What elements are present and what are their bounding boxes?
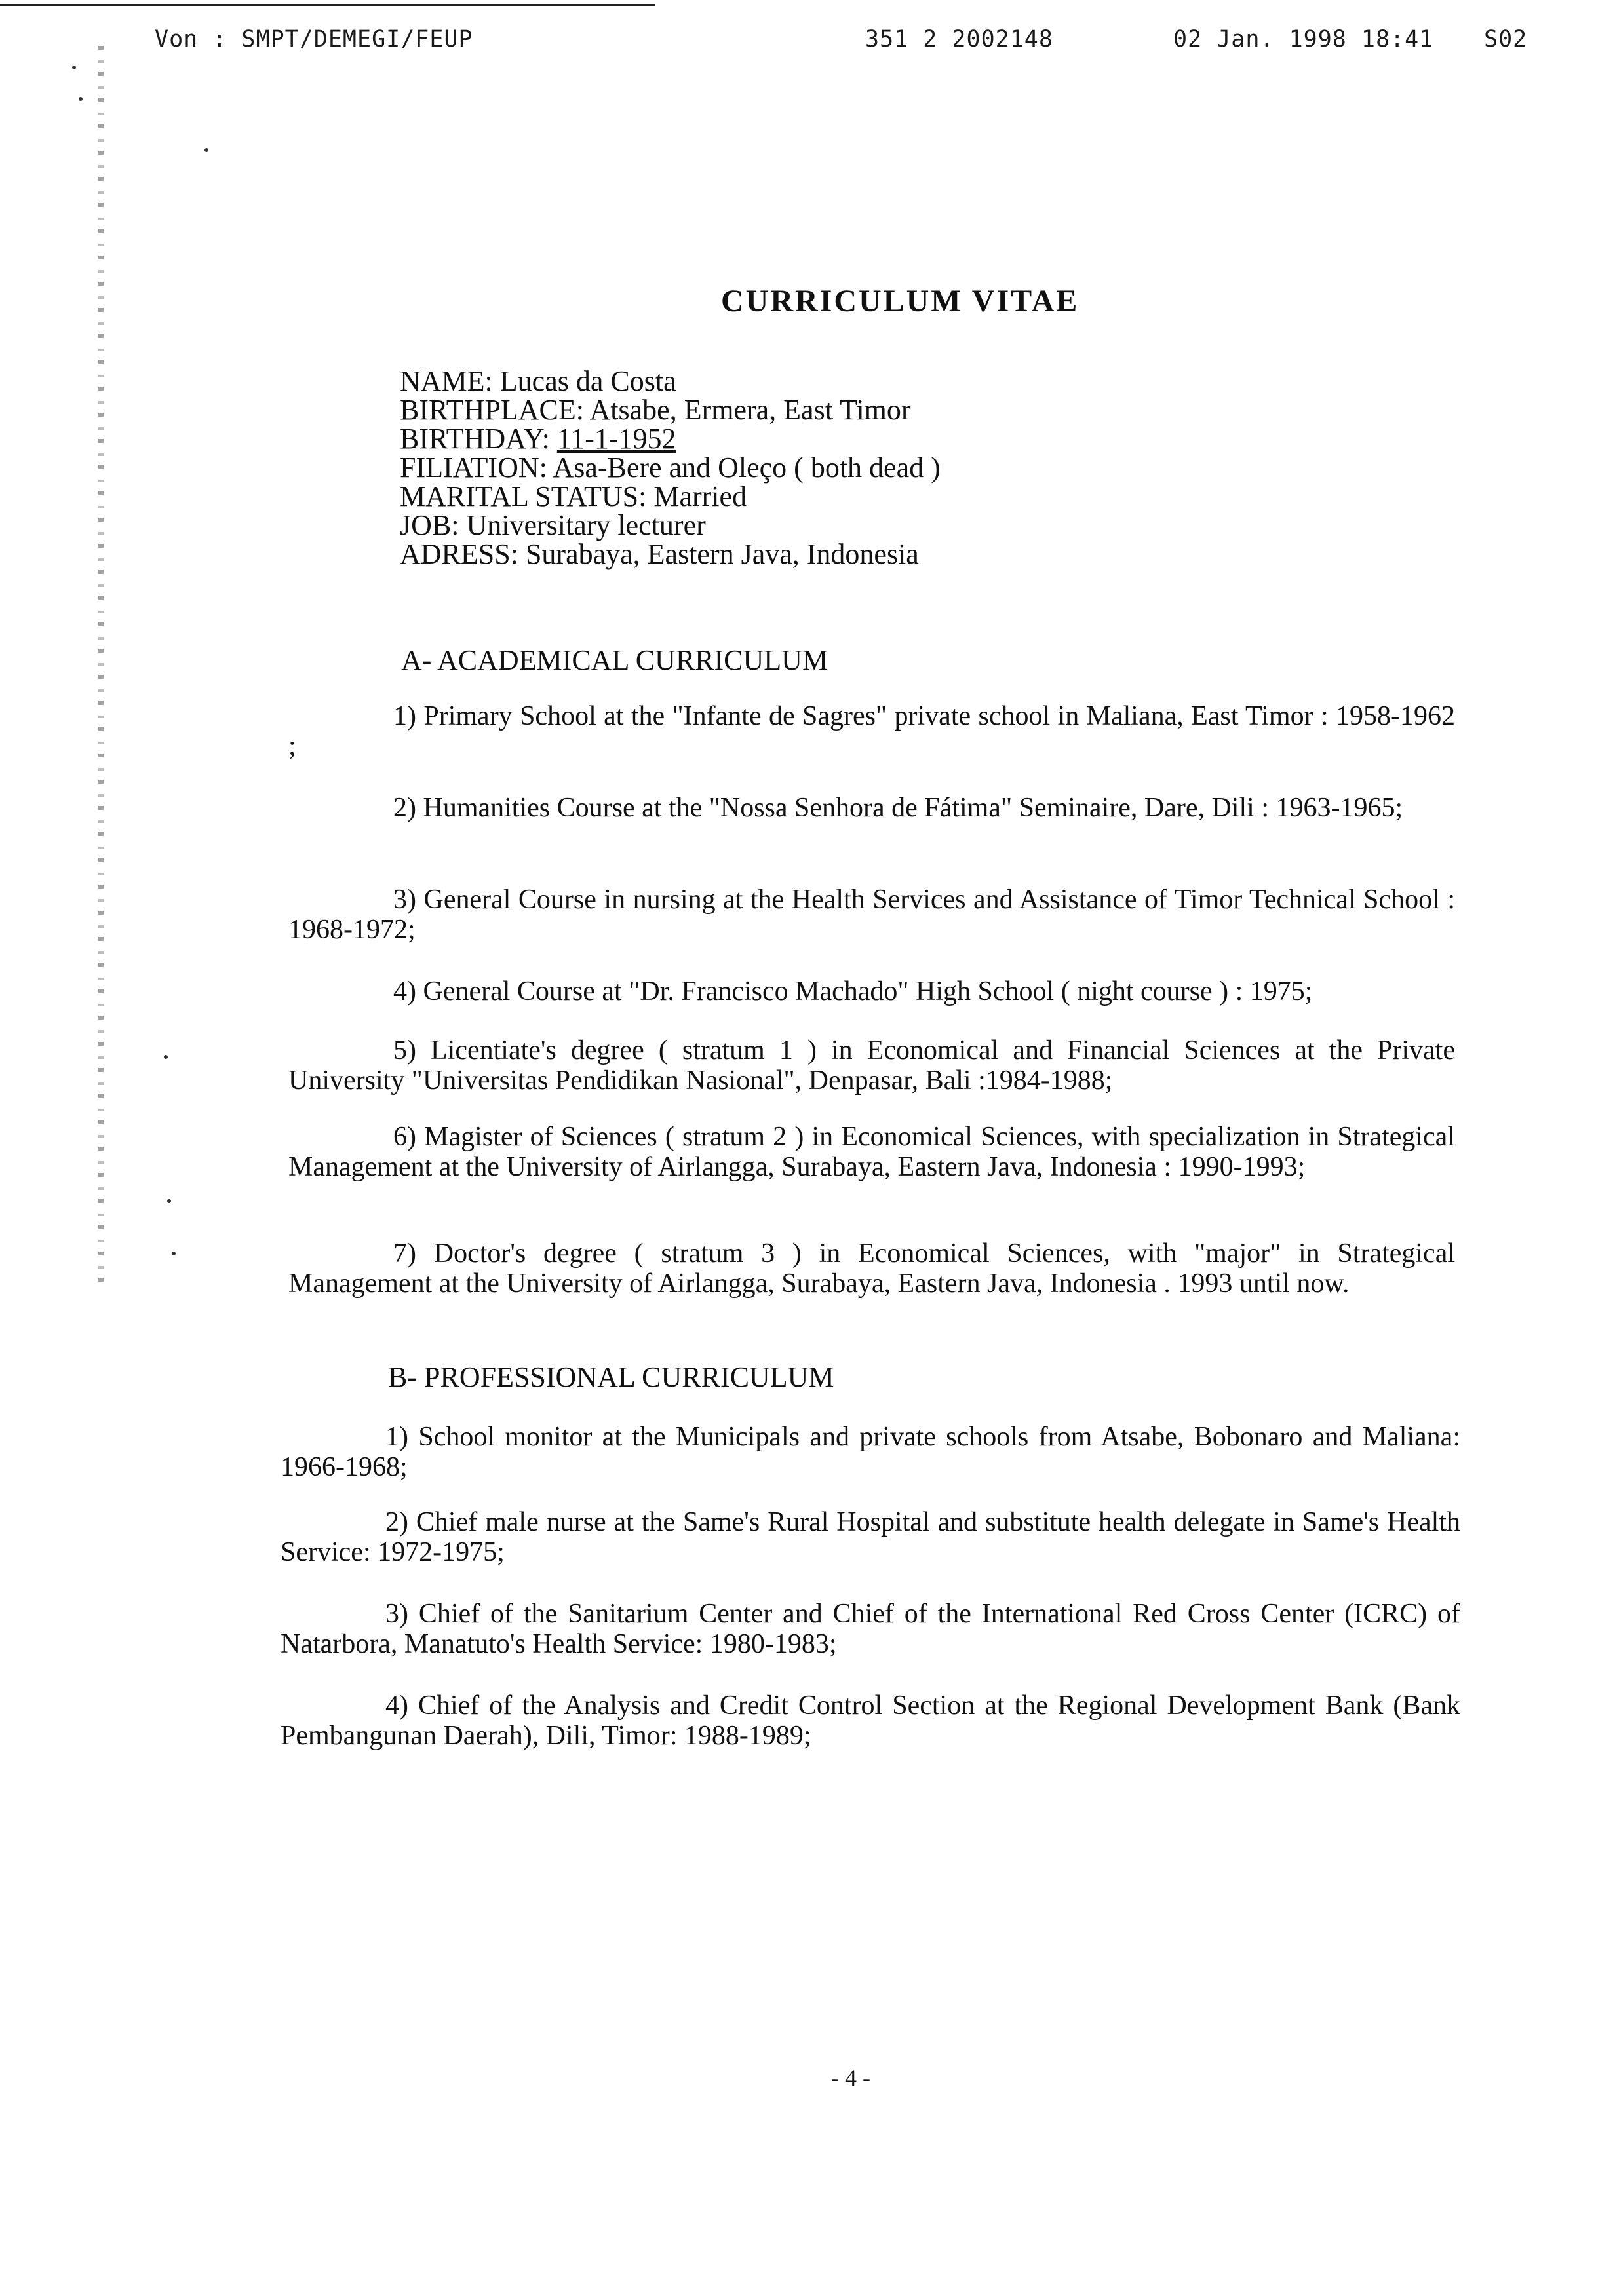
job-row [400,511,1317,540]
marital-status-value: Married [653,480,747,512]
scan-speck [72,66,76,69]
academic-heading: A- ACADEMICAL CURRICULUM [401,644,828,676]
address-row [400,540,1317,569]
birthday-row [400,425,1317,453]
fax-datetime: 02 Jan. 1998 18:41 [1173,26,1434,52]
fax-top-rule [0,4,655,6]
filiation-label: FILIATION: [400,451,547,484]
professional-item: 4) Chief of the Analysis and Credit Control Section at the Regional Development Bank (Bank Pembangunan Daerah), Dili, Timor: 1988-1989; [281,1691,1460,1751]
address-value: Surabaya, Eastern Java, Indonesia [525,538,919,570]
scan-edge-artifact [98,46,104,1291]
birthplace-label: BIRTHPLACE: [400,394,584,426]
filiation-value: Asa-Bere and Oleço ( both dead ) [553,451,941,484]
academic-item: 2) Humanities Course at the "Nossa Senhora de Fátima" Seminaire, Dare, Dili : 1963-1965; [393,793,1403,823]
professional-item: 2) Chief male nurse at the Same's Rural Hospital and substitute health delegate in Same's Health Service: 1972-1975; [281,1507,1460,1567]
academic-item: 6) Magister of Sciences ( stratum 2 ) in Economical Sciences, with specialization in Strategical Management at the University of Airlangga, Surabaya, Eastern Java, Indonesia : 1990-1993; [288,1122,1455,1182]
fax-sender: Von : SMPT/DEMEGI/FEUP [155,26,473,52]
name-label: NAME: [400,365,493,397]
academic-item: 1) Primary School at the "Infante de Sagres" private school in Maliana, East Timor : 1958-1962 ; [288,701,1455,761]
personal-details [400,367,1317,569]
professional-item: 1) School monitor at the Municipals and private schools from Atsabe, Bobonaro and Maliana: 1966-1968; [281,1422,1460,1482]
address-label: ADRESS: [400,538,518,570]
page-number: - 4 - [831,2065,870,2091]
professional-item: 3) Chief of the Sanitarium Center and Chief of the International Red Cross Center (ICRC) of Natarbora, Manatuto's Health Service: 1980-1983; [281,1599,1460,1659]
scan-speck [167,1199,171,1203]
marital-status-row [400,482,1317,511]
marital-status-label: MARITAL STATUS: [400,480,647,512]
name-row [400,367,1317,396]
professional-heading: B- PROFESSIONAL CURRICULUM [388,1361,834,1393]
academic-item: 5) Licentiate's degree ( stratum 1 ) in Economical and Financial Sciences at the Private University "Universitas Pendidikan Nasional", Denpasar, Bali :1984-1988; [288,1035,1455,1096]
fax-number: 351 2 2002148 [865,26,1053,52]
filiation-row [400,453,1317,482]
name-value: Lucas da Costa [499,365,676,397]
birthplace-row [400,396,1317,425]
fax-header [0,14,1615,67]
scan-speck [172,1252,176,1255]
scan-speck [79,97,83,101]
birthday-value: 11-1-1952 [556,423,676,455]
document-title: CURRICULUM VITAE [721,284,1080,318]
academic-item: 4) General Course at "Dr. Francisco Machado" High School ( night course ) : 1975; [393,976,1313,1006]
academic-item: 3) General Course in nursing at the Health Services and Assistance of Timor Technical School : 1968-1972; [288,885,1455,945]
birthday-label: BIRTHDAY: [400,423,550,455]
fax-page-code: S02 [1484,26,1528,52]
job-value: Universitary lecturer [466,509,706,541]
academic-item: 7) Doctor's degree ( stratum 3 ) in Economical Sciences, with "major" in Strategical Management at the University of Airlangga, Surabaya, Eastern Java, Indonesia . 1993 until now. [288,1238,1455,1299]
birthplace-value: Atsabe, Ermera, East Timor [589,394,911,426]
scan-speck [204,148,208,152]
scan-speck [164,1055,168,1059]
job-label: JOB: [400,509,459,541]
